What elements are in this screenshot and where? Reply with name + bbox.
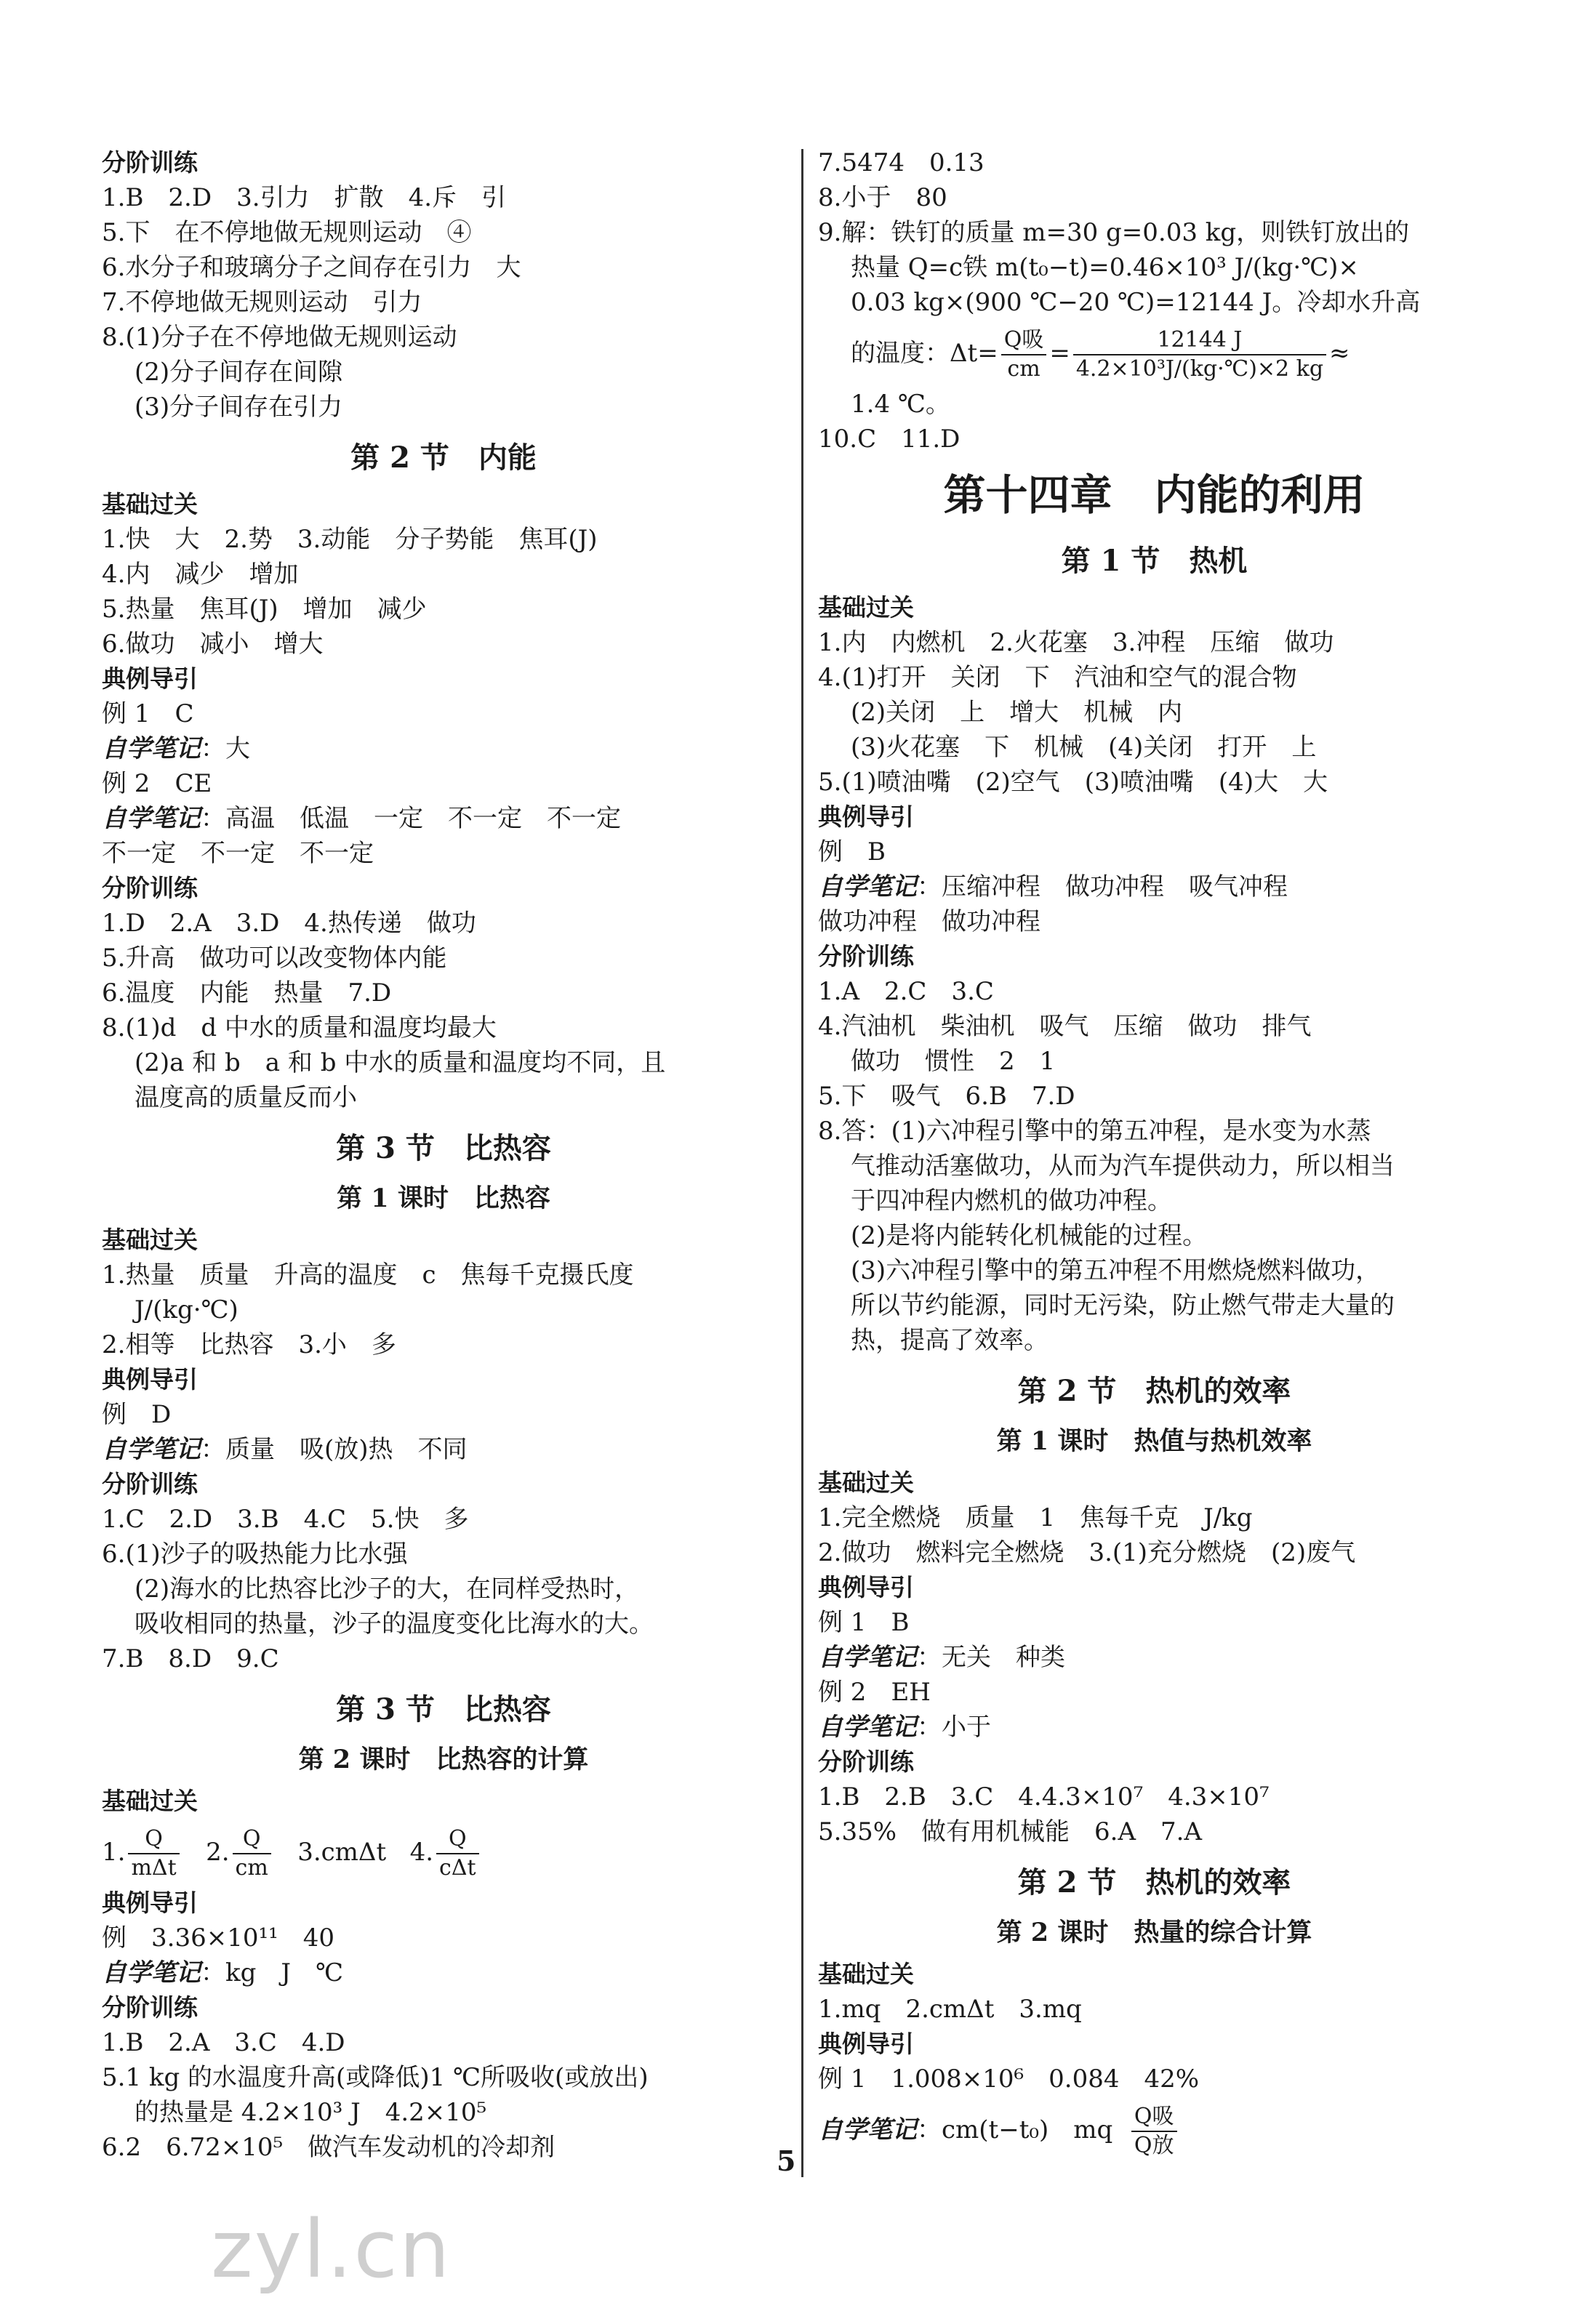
answer-line: 例 1 1.008×10⁶ 0.084 42% bbox=[818, 2064, 1200, 2094]
note-label: 自学笔记 bbox=[818, 1713, 917, 1742]
answer-line: (3)六冲程引擎中的第五冲程不用燃烧燃料做功， bbox=[851, 1256, 1381, 1285]
fraction-numerator: 12144 J bbox=[1073, 326, 1326, 355]
answer-line: 1.完全燃烧 质量 1 焦每千克 J/kg bbox=[818, 1503, 1253, 1532]
section-heading: 典例导引 bbox=[102, 1365, 198, 1394]
note-text: ：高温 低温 一定 不一定 不一定 bbox=[201, 804, 621, 833]
section-heading: 基础过关 bbox=[102, 490, 198, 518]
section-heading: 分阶训练 bbox=[818, 1748, 914, 1776]
answer-line: 1.内 内燃机 2.火花塞 3.冲程 压缩 做功 bbox=[818, 628, 1334, 657]
fraction bbox=[1001, 326, 1047, 383]
fraction bbox=[1073, 326, 1326, 383]
answer-line: 例 3.36×10¹¹ 40 bbox=[102, 1923, 334, 1953]
note-text: ：kg J ℃ bbox=[201, 1958, 344, 1987]
answer-line: 5.下 在不停地做无规则运动 ④ bbox=[102, 218, 472, 247]
section-title: 第 3 节 比热容 bbox=[336, 1692, 551, 1726]
answer-line: 1.B 2.B 3.C 4.4.3×10⁷ 4.3×10⁷ bbox=[818, 1782, 1270, 1812]
answer-line: 6.温度 内能 热量 7.D bbox=[102, 978, 392, 1008]
chapter-title: 第十四章 内能的利用 bbox=[943, 470, 1366, 520]
right-column bbox=[818, 145, 1491, 2163]
section-heading: 基础过关 bbox=[102, 1787, 198, 1815]
answer-line: 1.快 大 2.势 3.动能 分子势能 焦耳(J) bbox=[102, 525, 598, 554]
answer-line: 6.2 6.72×10⁵ 做汽车发动机的冷却剂 bbox=[102, 2133, 556, 2162]
note-label: 自学笔记 bbox=[102, 1958, 201, 1987]
answer-line: 2.做功 燃料完全燃烧 3.(1)充分燃烧 (2)废气 bbox=[818, 1538, 1356, 1567]
section-heading: 分阶训练 bbox=[102, 148, 198, 177]
section-heading: 典例导引 bbox=[102, 664, 198, 693]
formula-number: 2. bbox=[206, 1838, 230, 1867]
answer-line: 例 2 EH bbox=[818, 1678, 931, 1707]
answer-line: 1.4 ℃。 bbox=[851, 390, 950, 419]
answer-line: 8.(1)d d 中水的质量和温度均最大 bbox=[102, 1013, 497, 1042]
fraction-denominator: mΔt bbox=[131, 1855, 177, 1881]
section-heading: 典例导引 bbox=[818, 803, 914, 831]
note-label: 自学笔记 bbox=[102, 734, 201, 763]
answer-line: (2)关闭 上 增大 机械 内 bbox=[851, 698, 1183, 727]
section-heading: 分阶训练 bbox=[102, 874, 198, 902]
answer-line: (2)海水的比热容比沙子的大，在同样受热时， bbox=[135, 1575, 640, 1604]
note-line bbox=[818, 1640, 1491, 1675]
column-divider bbox=[801, 149, 803, 2177]
formula-number: 4. bbox=[409, 1838, 434, 1867]
answer-line: 6.做功 减小 增大 bbox=[102, 630, 324, 659]
formula-text: ≈ bbox=[1329, 339, 1350, 368]
formula-text: = bbox=[1049, 339, 1070, 368]
fraction bbox=[233, 1825, 271, 1882]
answer-line: 温度高的质量反而小 bbox=[135, 1083, 357, 1112]
section-heading: 典例导引 bbox=[818, 1573, 914, 1601]
section-title: 第 1 节 热机 bbox=[1061, 544, 1248, 578]
formula-text: 的温度：Δt= bbox=[851, 339, 998, 368]
section-heading: 分阶训练 bbox=[818, 942, 914, 970]
fraction-denominator: Q放 bbox=[1134, 2133, 1174, 2158]
answer-line: 的热量是 4.2×10³ J 4.2×10⁵ bbox=[135, 2098, 487, 2127]
answer-line: J/(kg·℃) bbox=[135, 1295, 238, 1324]
answer-line: 于四冲程内燃机的做功冲程。 bbox=[851, 1186, 1172, 1215]
answer-line: 做功冲程 做功冲程 bbox=[818, 907, 1040, 936]
note-label: 自学笔记 bbox=[818, 872, 917, 901]
note-line bbox=[818, 2096, 1491, 2163]
answer-line: 8.小于 80 bbox=[818, 183, 947, 212]
answer-line: 1.A 2.C 3.C bbox=[818, 977, 994, 1006]
answer-line: 1.mq 2.cmΔt 3.mq bbox=[818, 1995, 1082, 2024]
section-heading: 分阶训练 bbox=[102, 1993, 198, 2022]
answer-line: 5.1 kg 的水温度升高(或降低)1 ℃所吸收(或放出) bbox=[102, 2063, 649, 2092]
section-heading: 基础过关 bbox=[818, 593, 914, 622]
answer-line: 1.B 2.A 3.C 4.D bbox=[102, 2028, 345, 2057]
note-label: 自学笔记 bbox=[102, 1435, 201, 1464]
answer-line: 5.热量 焦耳(J) 增加 减少 bbox=[102, 595, 427, 624]
section-title: 第 2 节 热机的效率 bbox=[1017, 1865, 1291, 1899]
note-line bbox=[102, 801, 785, 836]
answer-line: 4.汽油机 柴油机 吸气 压缩 做功 排气 bbox=[818, 1012, 1312, 1041]
answer-line: 8.答：(1)六冲程引擎中的第五冲程，是水变为水蒸 bbox=[818, 1117, 1371, 1146]
answer-line: 1.C 2.D 3.B 4.C 5.快 多 bbox=[102, 1505, 469, 1534]
fraction bbox=[1131, 2103, 1177, 2160]
fraction-numerator: Q吸 bbox=[1001, 326, 1047, 355]
answer-line: 例 1 C bbox=[102, 699, 194, 728]
fraction-denominator: cm bbox=[1007, 356, 1040, 382]
answer-line: (2)是将内能转化机械能的过程。 bbox=[851, 1221, 1208, 1250]
fraction bbox=[128, 1825, 179, 1882]
answer-line: 1.B 2.D 3.引力 扩散 4.斥 引 bbox=[102, 183, 507, 212]
section-heading: 典例导引 bbox=[102, 1889, 198, 1917]
answer-line: 5.升高 做功可以改变物体内能 bbox=[102, 944, 447, 973]
note-label: 自学笔记 bbox=[818, 1643, 917, 1672]
note-line bbox=[818, 1710, 1491, 1745]
note-line bbox=[102, 1432, 785, 1467]
answer-line: 1.D 2.A 3.D 4.热传递 做功 bbox=[102, 909, 476, 938]
lesson-title: 第 1 课时 热值与热机效率 bbox=[996, 1426, 1312, 1456]
answer-line: 热量 Q=c铁 m(t₀−t)=0.46×10³ J/(kg·℃)× bbox=[851, 253, 1359, 282]
formula-line bbox=[102, 1819, 785, 1886]
lesson-title: 第 2 课时 比热容的计算 bbox=[298, 1745, 589, 1774]
note-text: ：压缩冲程 做功冲程 吸气冲程 bbox=[917, 872, 1288, 901]
answer-line: 7.不停地做无规则运动 引力 bbox=[102, 288, 422, 317]
section-heading: 基础过关 bbox=[102, 1226, 198, 1254]
note-label: 自学笔记 bbox=[818, 2115, 917, 2144]
page-number: 5 bbox=[777, 2144, 796, 2177]
note-text: ：小于 bbox=[917, 1713, 991, 1742]
fraction-denominator: cΔt bbox=[439, 1855, 476, 1881]
answer-line: 气推动活塞做功，从而为汽车提供动力，所以相当 bbox=[851, 1151, 1395, 1181]
answer-line: 例 D bbox=[102, 1400, 172, 1429]
left-column bbox=[102, 145, 785, 2165]
fraction bbox=[436, 1825, 479, 1882]
answer-line: 4.(1)打开 关闭 下 汽油和空气的混合物 bbox=[818, 663, 1297, 692]
section-title: 第 2 节 热机的效率 bbox=[1017, 1374, 1291, 1408]
section-heading: 典例导引 bbox=[818, 2030, 914, 2058]
fraction-numerator: Q bbox=[436, 1825, 479, 1854]
note-line bbox=[102, 1955, 785, 1990]
answer-line: 1.热量 质量 升高的温度 c 焦每千克摄氏度 bbox=[102, 1260, 634, 1290]
answer-line: 5.35% 做有用机械能 6.A 7.A bbox=[818, 1817, 1202, 1846]
note-label: 自学笔记 bbox=[102, 804, 201, 833]
watermark: zyl.cn bbox=[211, 2203, 452, 2296]
fraction-numerator: Q bbox=[128, 1825, 179, 1854]
section-title: 第 3 节 比热容 bbox=[336, 1131, 551, 1165]
answer-line: 不一定 不一定 不一定 bbox=[102, 839, 374, 868]
answer-line: 热，提高了效率。 bbox=[851, 1326, 1048, 1355]
answer-line: 做功 惯性 2 1 bbox=[851, 1047, 1056, 1076]
note-line bbox=[818, 869, 1491, 904]
note-line bbox=[102, 731, 785, 766]
answer-line: 例 B bbox=[818, 837, 886, 867]
answer-line: (2)分子间存在间隙 bbox=[135, 358, 343, 387]
answer-line: 例 2 CE bbox=[102, 769, 212, 798]
answer-line: 7.5474 0.13 bbox=[818, 148, 985, 177]
answer-line: 7.B 8.D 9.C bbox=[102, 1644, 279, 1673]
answer-line: (2)a 和 b a 和 b 中水的质量和温度均不同，且 bbox=[135, 1048, 666, 1077]
answer-line: (3)分子间存在引力 bbox=[135, 393, 343, 422]
note-text: ：无关 种类 bbox=[917, 1643, 1065, 1672]
fraction-numerator: Q bbox=[233, 1825, 271, 1854]
answer-line: 4.内 减少 增加 bbox=[102, 560, 299, 589]
answer-line: 5.下 吸气 6.B 7.D bbox=[818, 1082, 1075, 1111]
answer-line: 0.03 kg×(900 ℃−20 ℃)=12144 J。冷却水升高 bbox=[851, 288, 1421, 317]
answer-line: 例 1 B bbox=[818, 1608, 910, 1637]
answer-line: 5.(1)喷油嘴 (2)空气 (3)喷油嘴 (4)大 大 bbox=[818, 768, 1328, 797]
answer-line: 6.水分子和玻璃分子之间存在引力 大 bbox=[102, 253, 521, 282]
note-text: ：cm(t−t₀) mq bbox=[917, 2115, 1113, 2144]
section-heading: 基础过关 bbox=[818, 1468, 914, 1497]
answer-line: 6.(1)沙子的吸热能力比水强 bbox=[102, 1540, 408, 1569]
section-heading: 基础过关 bbox=[818, 1960, 914, 1988]
formula-number: 1. bbox=[102, 1838, 126, 1867]
answer-line: 吸收相同的热量，沙子的温度变化比海水的大。 bbox=[135, 1609, 654, 1639]
answer-line: 所以节约能源，同时无污染，防止燃气带走大量的 bbox=[851, 1291, 1395, 1320]
lesson-title: 第 2 课时 热量的综合计算 bbox=[996, 1918, 1312, 1947]
answer-line: 8.(1)分子在不停地做无规则运动 bbox=[102, 323, 457, 352]
answer-line: (3)火花塞 下 机械 (4)关闭 打开 上 bbox=[851, 733, 1317, 762]
section-title: 第 2 节 内能 bbox=[350, 441, 537, 475]
answer-line: 2.相等 比热容 3.小 多 bbox=[102, 1330, 396, 1359]
answer-line: 10.C 11.D bbox=[818, 425, 961, 454]
fraction-numerator: Q吸 bbox=[1131, 2103, 1177, 2132]
formula-text: 3.cmΔt bbox=[297, 1838, 387, 1867]
section-heading: 分阶训练 bbox=[102, 1470, 198, 1498]
fraction-denominator: cm bbox=[235, 1855, 268, 1881]
formula-line bbox=[818, 320, 1491, 387]
lesson-title: 第 1 课时 比热容 bbox=[337, 1183, 550, 1213]
answer-line: 9.解：铁钉的质量 m=30 g=0.03 kg，则铁钉放出的 bbox=[818, 218, 1410, 247]
note-text: ：质量 吸(放)热 不同 bbox=[201, 1435, 468, 1464]
fraction-denominator: 4.2×10³J/(kg·℃)×2 kg bbox=[1075, 356, 1324, 382]
note-text: ：大 bbox=[201, 734, 250, 763]
